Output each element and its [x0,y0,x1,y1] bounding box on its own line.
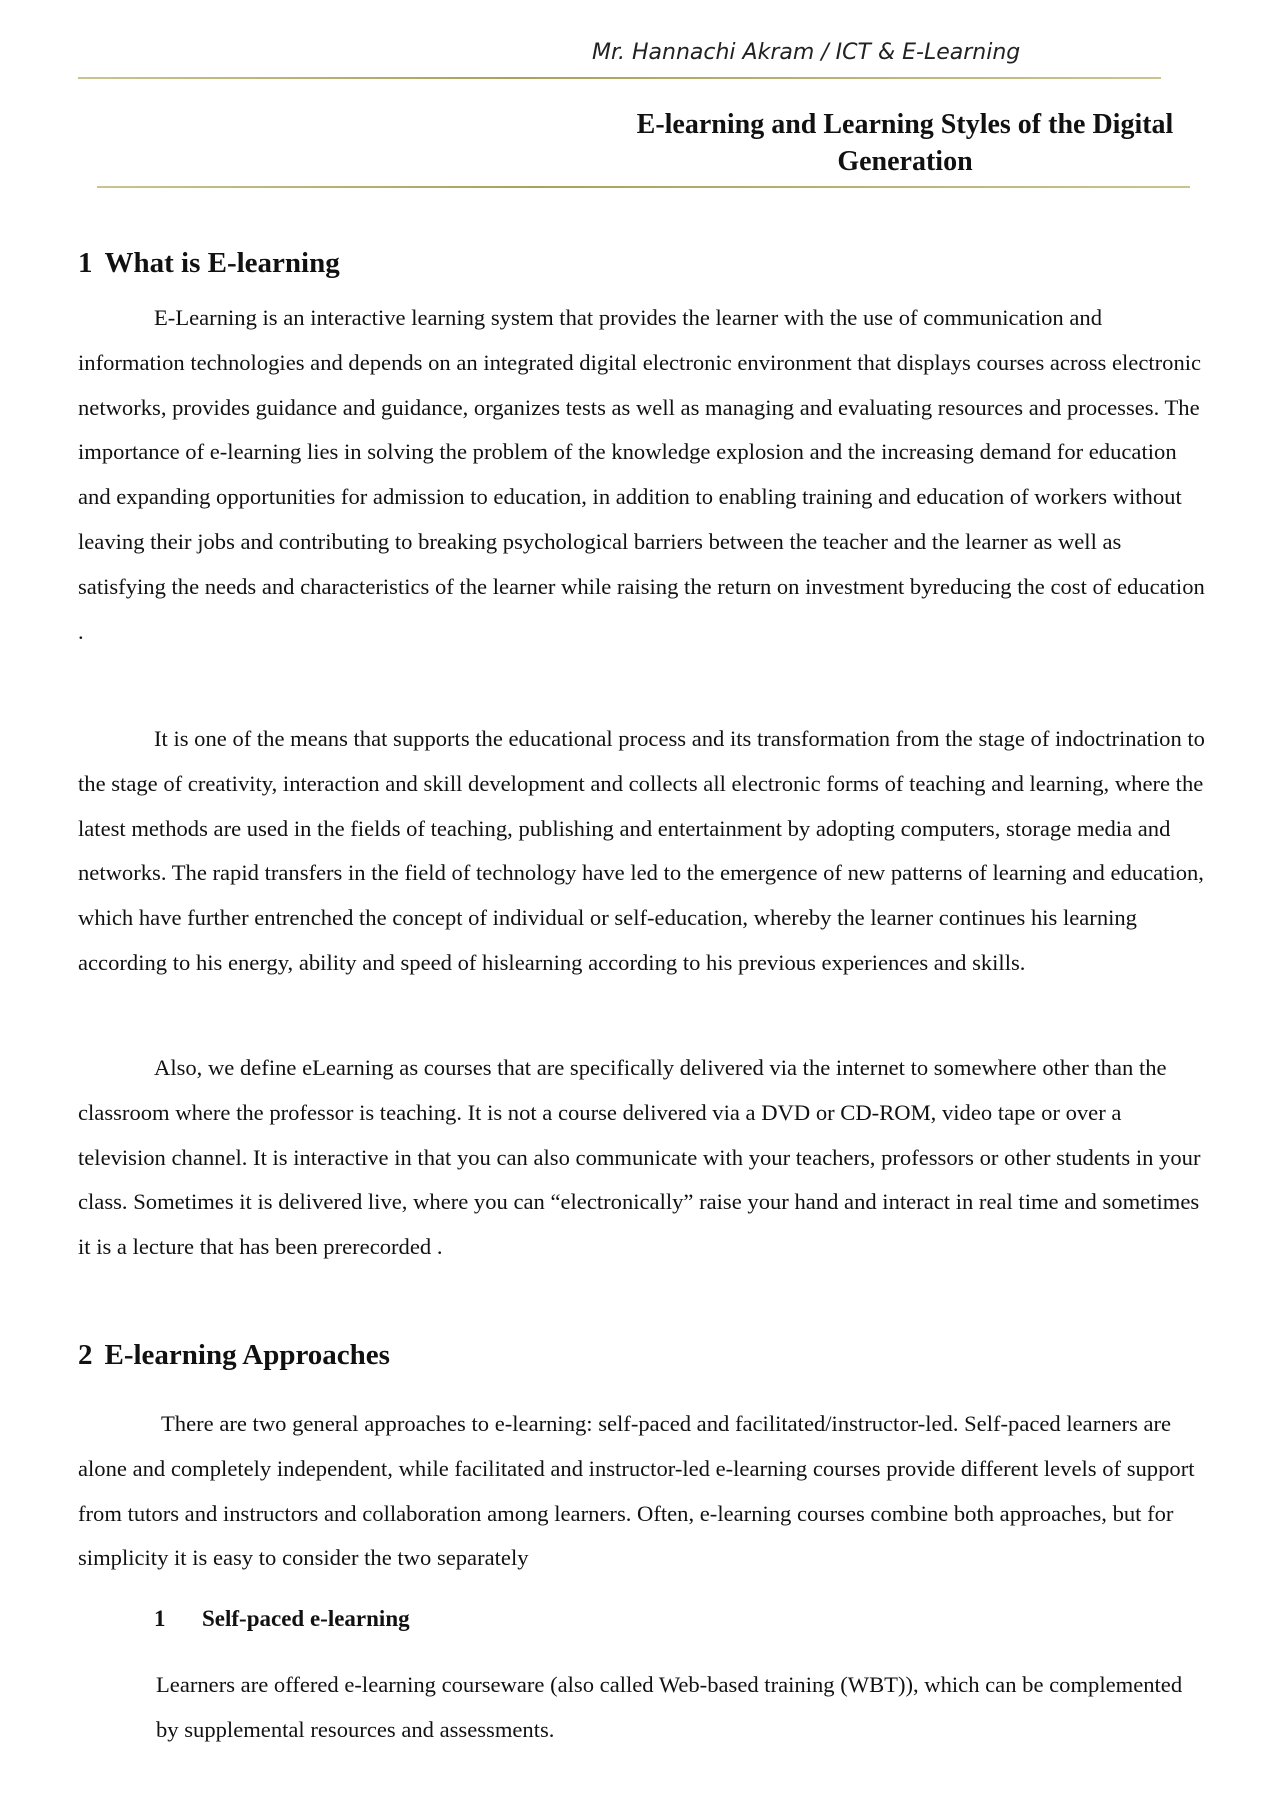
section-2-paragraph-1 [78,1402,1208,1581]
subsection-heading [154,1606,410,1632]
section-2-heading [78,1339,390,1372]
section-1-title: What is E-learning [104,247,340,279]
section-2-number: 2 [78,1339,93,1371]
title-divider [97,186,1190,188]
document-title: E-learning and Learning Styles of the Digital Generation [636,109,1174,177]
paragraph-text: Also, we define eLearning as courses that are specifically delivered via the internet to somewhere other than the classroom where the professor is teaching. It is not a course delivered via a DVD or CD-ROM, video tape or over a television channel. It is interactive in that you can also communicate with your teachers, professors or other students in your class. Sometimes it is delivered live, where you can “electronically” raise your hand and interact in real time and sometimes it is a lecture that has been prerecorded . [78,1055,1201,1260]
subsection-number: 1 [154,1606,166,1631]
section-1-paragraph-1 [78,296,1208,654]
subsection-paragraph: Learners are offered e-learning courseware (also called Web-based training (WBT)), which can be complemented by supplemental resources and assessments. [156,1672,1183,1742]
section-2-title: E-learning Approaches [104,1339,390,1371]
header-author: Mr. Hannachi Akram / ICT & E-Learning [592,40,1021,65]
paragraph-text: E-Learning is an interactive learning system that provides the learner with the use of communication and information technologies and depends on an integrated digital electronic environment that displays courses across electronic networks, provides guidance and guidance, organizes tests as well as managing and evaluating resources and processes. The importance of e-learning lies in solving the problem of the knowledge explosion and the increasing demand for education and expanding opportunities for admission to education, in addition to enabling training and education of workers without leaving their jobs and contributing to breaking psychological barriers between the teacher and the learner as well as satisfying the needs and characteristics of the learner while raising the return on investment byreducing the cost of education . [78,305,1205,644]
paragraph-text: It is one of the means that supports the educational process and its transformation from the stage of indoctrination to the stage of creativity, interaction and skill development and collects all electronic forms of teaching and learning, where the latest methods are used in the fields of teaching, publishing and entertainment by adopting computers, storage media and networks. The rapid transfers in the field of technology have led to the emergence of new patterns of learning and education, which have further entrenched the concept of individual or self-education, whereby the learner continues his learning according to his energy, ability and speed of hislearning according to his previous experiences and skills. [78,726,1205,975]
section-1-paragraph-3 [78,1046,1208,1270]
section-1-paragraph-2 [78,717,1208,986]
header-divider [78,77,1161,79]
subsection-title: Self-paced e-learning [202,1606,410,1631]
paragraph-text: There are two general approaches to e-learning: self-paced and facilitated/instructor-led. Self-paced learners are alone and completely independent, while facilitated and instructor-led e-learning courses provide different levels of support from tutors and instructors and collaboration among learners. Often, e-learning courses combine both approaches, but for simplicity it is easy to consider the two separately [78,1411,1195,1571]
section-1-heading [78,247,340,280]
section-1-number: 1 [78,247,93,279]
